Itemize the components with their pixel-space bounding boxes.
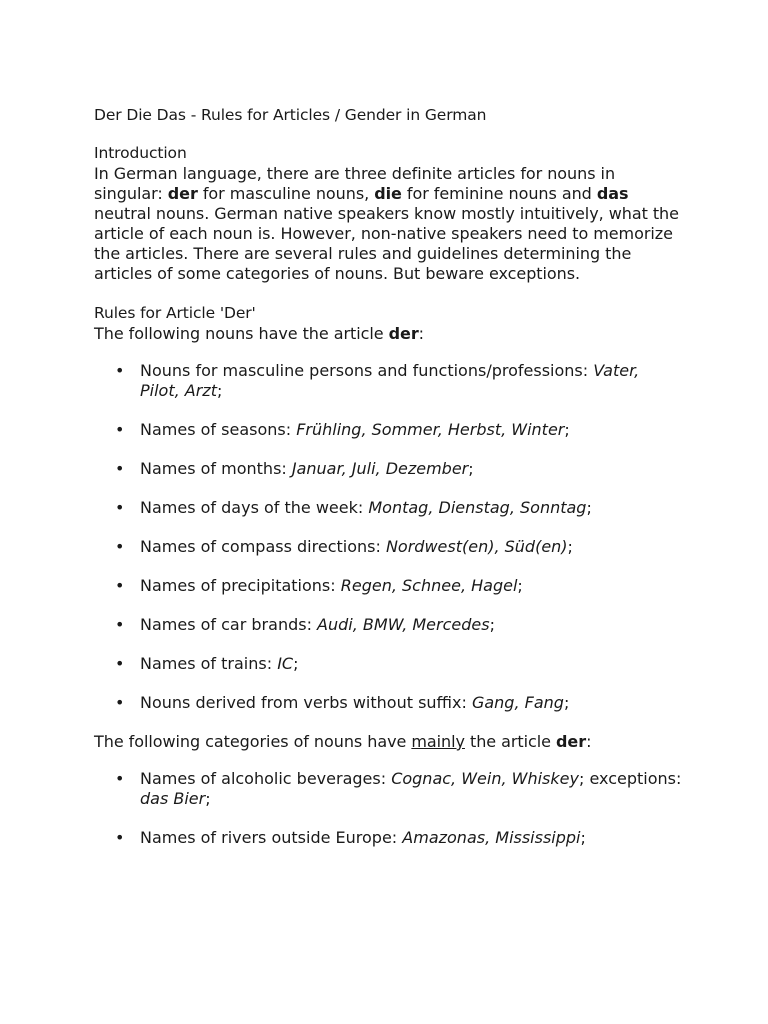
list-item xyxy=(94,576,684,596)
rule-label: Names of months: xyxy=(140,459,292,478)
bullet-icon: • xyxy=(115,498,125,517)
der-mainly-lead xyxy=(94,732,684,752)
rule-label: Names of seasons: xyxy=(140,420,297,439)
der-lead-bold: der xyxy=(388,324,419,343)
list-item xyxy=(94,361,684,401)
mainly-end: : xyxy=(586,732,592,751)
rule-end: ; xyxy=(468,459,474,478)
intro-text: for masculine nouns, xyxy=(197,184,375,203)
mainly-underline: mainly xyxy=(411,732,465,751)
list-item xyxy=(94,420,684,440)
intro-bold-die: die xyxy=(374,184,402,203)
rule-mid: ; exceptions: xyxy=(578,769,682,788)
der-mainly-list xyxy=(94,769,684,848)
intro-heading: Introduction xyxy=(94,144,187,162)
rule-end: ; xyxy=(205,789,211,808)
mainly-lead-text: The following categories of nouns have xyxy=(94,732,412,751)
rule-examples: Januar, Juli, Dezember xyxy=(291,459,469,478)
rule-examples: Vater, Pilot, Arzt xyxy=(140,361,640,400)
list-item xyxy=(94,654,684,674)
der-lead xyxy=(94,324,684,344)
bullet-icon: • xyxy=(115,828,125,847)
der-lead-end: : xyxy=(418,324,424,343)
bullet-icon: • xyxy=(115,693,125,712)
bullet-icon: • xyxy=(115,576,125,595)
rule-end: ; xyxy=(567,537,573,556)
rule-label: Nouns derived from verbs without suffix: xyxy=(140,693,472,712)
rule-examples: Audi, BMW, Mercedes xyxy=(317,615,490,634)
rule-end: ; xyxy=(489,615,495,634)
rule-examples: Cognac, Wein, Whiskey xyxy=(391,769,579,788)
rule-examples: IC xyxy=(277,654,294,673)
rule-label: Names of rivers outside Europe: xyxy=(140,828,403,847)
rule-examples: Nordwest(en), Süd(en) xyxy=(385,537,568,556)
rule-label: Names of days of the week: xyxy=(140,498,369,517)
rule-label: Names of compass directions: xyxy=(140,537,386,556)
intro-bold-der: der xyxy=(167,184,198,203)
der-lead-text: The following nouns have the article xyxy=(94,324,389,343)
intro-bold-das: das xyxy=(596,184,629,203)
rule-label: Names of trains: xyxy=(140,654,278,673)
bullet-icon: • xyxy=(115,361,125,380)
bullet-icon: • xyxy=(115,769,125,788)
rule-end: ; xyxy=(216,381,223,400)
list-item xyxy=(94,769,684,809)
list-item xyxy=(94,498,684,518)
list-item xyxy=(94,615,684,635)
intro-text: In German language, there are three definite articles for nouns in singular: xyxy=(94,164,616,203)
list-item xyxy=(94,537,684,557)
rule-end: ; xyxy=(517,576,523,595)
list-item xyxy=(94,459,684,479)
rule-end: ; xyxy=(563,693,570,712)
rule-examples: Regen, Schnee, Hagel xyxy=(340,576,518,595)
rule-end: ; xyxy=(586,498,592,517)
rule-examples: Frühling, Sommer, Herbst, Winter xyxy=(296,420,565,439)
intro-paragraph xyxy=(94,164,684,284)
intro-text: neutral nouns. German native speakers know mostly intuitively, what the article of each noun is. However, non-native speakers need to memorize the articles. There are several rules and guidelines determining the articles of some categories of nouns. But beware exceptions. xyxy=(94,204,679,283)
document-page xyxy=(94,103,684,867)
rule-label: Nouns for masculine persons and functions/professions: xyxy=(140,361,594,380)
rule-examples: Montag, Dienstag, Sonntag xyxy=(368,498,587,517)
intro-text: for feminine nouns and xyxy=(401,184,597,203)
rule-end: ; xyxy=(580,828,586,847)
rule-end: ; xyxy=(564,420,570,439)
list-item xyxy=(94,693,684,713)
bullet-icon: • xyxy=(115,459,125,478)
rule-label: Names of car brands: xyxy=(140,615,318,634)
mainly-bold: der xyxy=(556,732,587,751)
rule-exception-examples: das Bier xyxy=(140,789,206,808)
der-rules-heading: Rules for Article 'Der' xyxy=(94,304,256,322)
document-title: Der Die Das - Rules for Articles / Gender in German xyxy=(94,106,487,124)
mainly-mid: the article xyxy=(464,732,557,751)
bullet-icon: • xyxy=(115,615,125,634)
bullet-icon: • xyxy=(115,420,125,439)
rule-end: ; xyxy=(293,654,299,673)
rule-label: Names of precipitations: xyxy=(140,576,341,595)
bullet-icon: • xyxy=(115,537,125,556)
bullet-icon: • xyxy=(115,654,125,673)
der-rules-list xyxy=(94,361,684,713)
rule-label: Names of alcoholic beverages: xyxy=(140,769,392,788)
rule-examples: Amazonas, Mississippi xyxy=(402,828,581,847)
list-item xyxy=(94,828,684,848)
rule-examples: Gang, Fang xyxy=(471,693,564,712)
